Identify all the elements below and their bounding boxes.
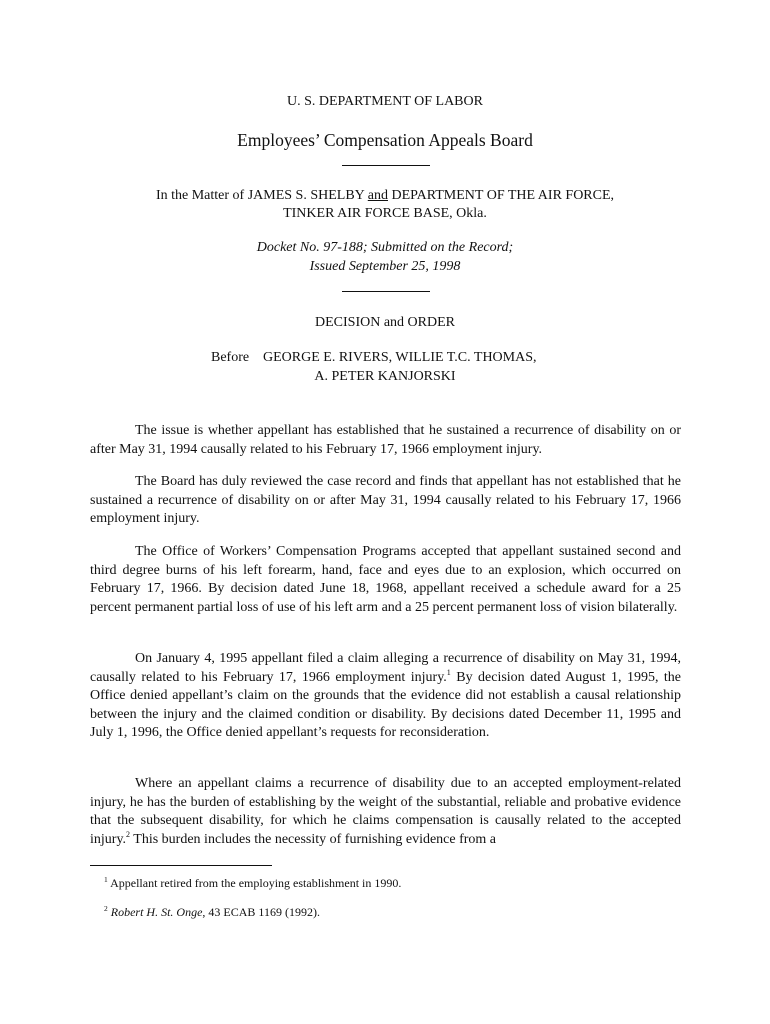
decision-title: DECISION and ORDER bbox=[315, 315, 455, 330]
docket-line-2: Issued September 25, 1998 bbox=[309, 259, 461, 274]
judges-line-1: GEORGE E. RIVERS, WILLIE T.C. THOMAS, bbox=[263, 350, 537, 365]
docket-divider bbox=[342, 291, 430, 292]
paragraph-text-b: This burden includes the necessity of furnishing evidence from a bbox=[130, 831, 497, 847]
paragraph-claim-history bbox=[90, 650, 681, 743]
matter-line-1 bbox=[0, 188, 770, 204]
footnote-1 bbox=[104, 876, 401, 891]
header-divider bbox=[342, 165, 430, 166]
footnote-ref-2: 2 bbox=[126, 829, 131, 839]
paragraph-text bbox=[90, 650, 681, 743]
agency-name: U. S. DEPARTMENT OF LABOR bbox=[287, 94, 483, 109]
paragraph-text: The Office of Workers’ Compensation Programs accepted that appellant sustained second and third degree burns of his left forearm, hand, face and eyes due to an explosion, which occurred on February 17, 1966. By decision dated June 18, 1968, appellant received a schedule award for a 25 percent permanent partial loss of use of his left arm and a 25 percent permanent loss of vision bilaterally. bbox=[90, 544, 681, 615]
matter-prefix: In the Matter of JAMES S. SHELBY bbox=[155, 188, 368, 203]
before-label: Before bbox=[211, 350, 250, 365]
footnote-2 bbox=[104, 905, 320, 920]
paragraph-text-a: On January 4, 1995 appellant filed a claim alleging a recurrence of disability on May 31, 1994, causally related to his February 17, 1966 employment injury. bbox=[90, 651, 681, 685]
before-line-1 bbox=[211, 350, 537, 366]
matter-and: and bbox=[367, 188, 388, 203]
footnote-ref-1: 1 bbox=[446, 667, 451, 677]
board-title: Employees’ Compensation Appeals Board bbox=[237, 130, 533, 150]
paragraph-issue bbox=[90, 422, 681, 459]
footnote-number: 2 bbox=[104, 904, 108, 913]
matter-suffix: DEPARTMENT OF THE AIR FORCE, bbox=[387, 188, 615, 203]
footnote-divider bbox=[90, 865, 272, 866]
paragraph-text-b: By decision dated August 1, 1995, the Office denied appellant’s claim on the grounds that the evidence did not establish a causal relationship between the injury and the claimed condition or disability. By decisions dated December 11, 1995 and July 1, 1996, the Office denied appellant’s requests for reconsideration. bbox=[90, 669, 681, 741]
footnote-number: 1 bbox=[104, 875, 108, 884]
paragraph-background bbox=[90, 543, 681, 617]
footnote-case-name: Robert H. St. Onge bbox=[110, 905, 203, 919]
matter-line-2: TINKER AIR FORCE BASE, Okla. bbox=[283, 206, 487, 221]
judges-line-2: A. PETER KANJORSKI bbox=[314, 369, 456, 384]
paragraph-finding bbox=[90, 473, 681, 529]
footnote-text: , 43 ECAB 1169 (1992). bbox=[202, 905, 320, 919]
paragraph-burden bbox=[90, 775, 681, 849]
paragraph-text: The Board has duly reviewed the case record and finds that appellant has not established that he sustained a recurrence of disability on or after May 31, 1994 causally related to his February 17, 1966 employment injury. bbox=[90, 474, 681, 527]
paragraph-text: The issue is whether appellant has established that he sustained a recurrence of disability on or after May 31, 1994 causally related to his February 17, 1966 employment injury. bbox=[90, 423, 681, 457]
docket-line-1: Docket No. 97-188; Submitted on the Record; bbox=[256, 240, 514, 255]
footnote-text: Appellant retired from the employing establishment in 1990. bbox=[107, 876, 402, 890]
paragraph-text bbox=[90, 775, 681, 849]
paragraph-text-a: Where an appellant claims a recurrence of disability due to an accepted employment-related injury, he has the burden of establishing by the weight of the substantial, reliable and probative evidence that the subsequent disability, for which he claims compensation is causally related to the accepted injury. bbox=[90, 776, 681, 847]
